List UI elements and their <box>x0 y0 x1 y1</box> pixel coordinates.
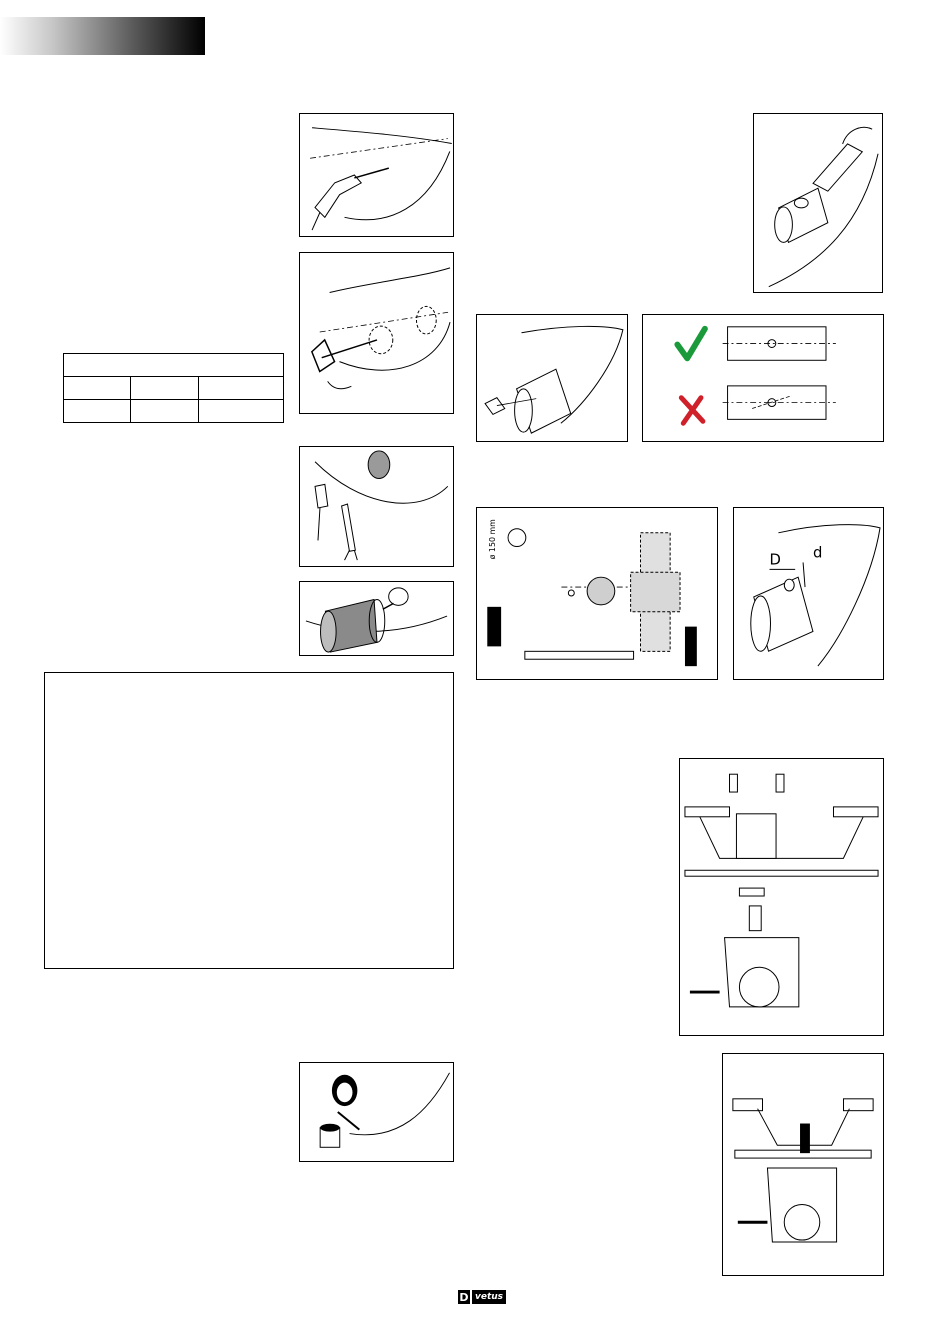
figure-mark-hole <box>299 252 454 414</box>
figure-template-on-tube <box>476 314 628 442</box>
figure-cut-hole <box>299 446 454 567</box>
logo-mark: D <box>459 1290 469 1304</box>
table-cell <box>64 400 131 423</box>
table-cell <box>64 377 131 400</box>
template-diameter-label: ø 150 mm <box>488 519 498 560</box>
table-cell <box>199 377 284 400</box>
logo-wordmark: vetus <box>472 1290 506 1304</box>
table-cell <box>199 400 284 423</box>
figure-assembled-unit <box>722 1053 884 1276</box>
notice-box <box>44 672 454 969</box>
figure-insert-tube <box>299 581 454 656</box>
figure-mark-center <box>753 113 883 293</box>
figure-dimension-d <box>733 507 884 680</box>
check-mark-icon <box>677 329 705 359</box>
dimension-label-d: d <box>812 544 823 562</box>
figure-apply-resin <box>299 1062 454 1162</box>
table-cell <box>131 377 199 400</box>
figure-exploded-assembly <box>679 758 884 1036</box>
dimension-table <box>63 353 284 423</box>
figure-drilling-template <box>476 507 718 680</box>
table-cell <box>131 400 199 423</box>
dimension-label-D: D <box>769 551 781 569</box>
figure-alignment-check <box>642 314 884 442</box>
header-band <box>0 17 205 55</box>
figure-drill-pilot-hole <box>299 113 454 237</box>
footer-logo <box>458 1290 508 1304</box>
cross-mark-icon <box>681 398 703 424</box>
table-header-cell <box>64 354 284 377</box>
